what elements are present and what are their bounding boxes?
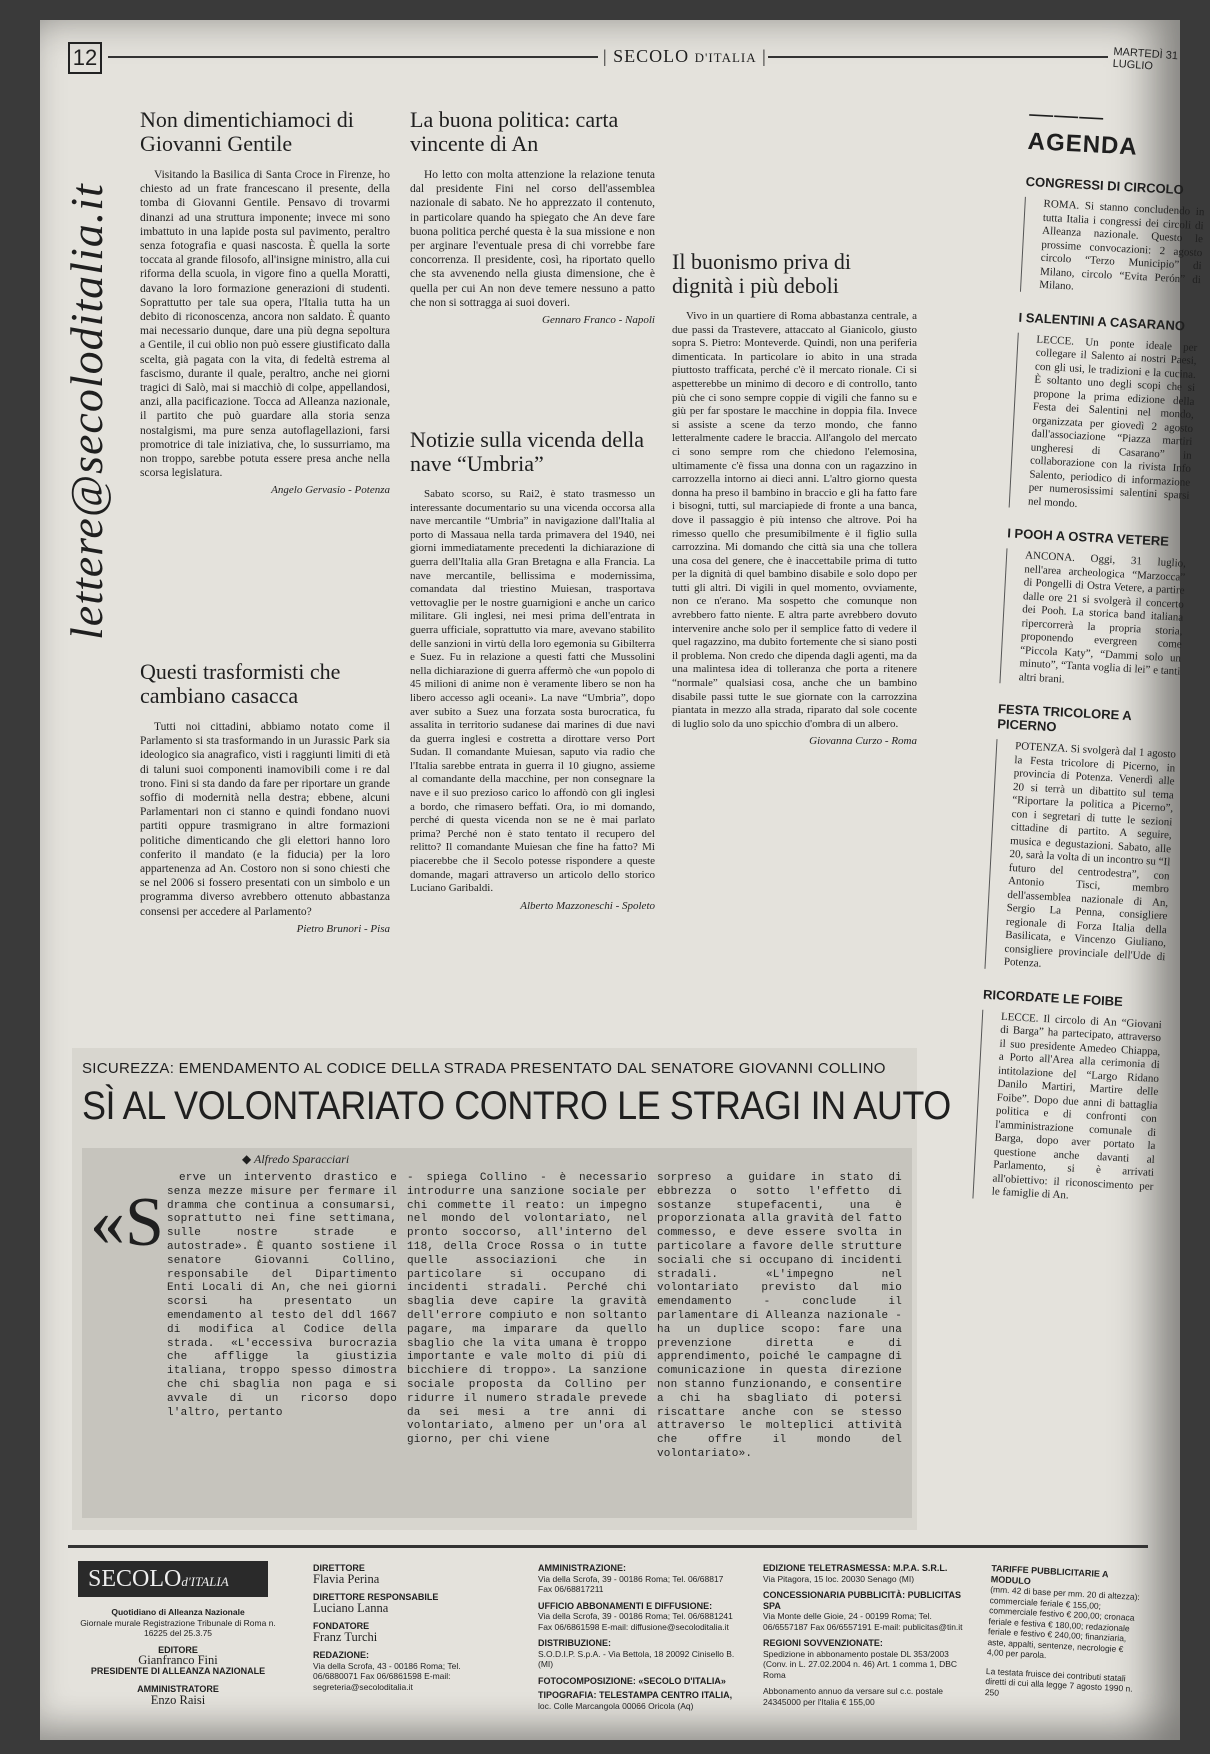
colophon (68, 1545, 1178, 1735)
footer-rule (68, 1545, 1148, 1548)
article-title: Questi trasformisti che cambiano casacca (140, 659, 341, 708)
footer-tariffe-label: TARIFFE PUBBLICITARIE A MODULO (990, 1563, 1109, 1586)
footer-fondatore-name: Franz Turchi (313, 1629, 378, 1644)
footer-dir-resp-name: Luciano Lanna (313, 1600, 389, 1615)
sicurezza-byline: ◆ Alfredo Sparacciari (242, 1152, 350, 1166)
page-header (68, 42, 1178, 72)
article-trasformisti (140, 660, 390, 935)
sicurezza-col-text: erve un intervento drastico e senza mezze misure per fermare il dramma che continua a consumarsi, soprattutto nei fine settimana, sulle nostre strade e autostrade». È quanto sostiene il senatore Giovanni Collino, responsabile del Dipartimento Enti Locali di An, che nei giorni scorsi ha presentato un emendamento al testo del ddl 1667 di modifica al Codice della strada. «L'eccessiva burocrazia che affligge la giustizia italiana, troppo spesso dimostra che chi sbaglia non paga e si avvale di un ricorso dopo l'altro, pertanto (167, 1172, 397, 1419)
agenda-item-heading: I SALENTINI A CASARANO (1018, 309, 1186, 333)
sicurezza-box (72, 1048, 951, 1530)
agenda-column (945, 100, 1210, 1727)
footer-direzione-block (313, 1563, 503, 1692)
agenda-item (999, 525, 1187, 692)
footer-editore-block (78, 1607, 278, 1705)
footer-redazione-label: REDAZIONE: (313, 1650, 369, 1660)
footer-regioni-label: REGIONI SOVVENZIONATE: (763, 1638, 883, 1648)
newspaper-page (40, 20, 1205, 1740)
logo-main: SECOLO (88, 1566, 182, 1592)
agenda-item-heading: FESTA TRICOLORE A PICERNO (996, 701, 1132, 735)
article-body: Tutti noi cittadini, abbiamo notato come il Parlamento si sta trasformando in un Jurassic Park sia ideologico sia anagrafico, visti i raggiunti limiti di età di taluni suoi componenti inamovibili come i re dal trono. Fini si sta dando da fare per riportare un grande soffio di modernità nella destra; ebbene, alcuni Parlamentari non ci stanno e quindi fondano nuovi partiti oppure trasmigrano in altre formazioni politiche dimenticando che gli elettori hanno loro conferito il mandato (e la fiducia) per la loro appartenenza ad An. Costoro non si sono chiesti che se nel 2006 si fossero presentati con un simbolo e un programma diverso avrebbero ottenuto abbastanza consensi per accedere al Parlamento? (140, 721, 390, 918)
article-signature: Alberto Mazzoneschi - Spoleto (520, 899, 655, 912)
footer-registrazione: Giornale murale Registrazione Tribunale di Roma n. 16225 del 25.3.75 (80, 1617, 276, 1638)
sicurezza-col-text: sorpreso a guidare in stato di ebbrezza o sotto l'effetto di sostanze stupefacenti, una è proporzionata alla gravità del fatto commesso, e deve essere svolta in particolare a favore delle strutture sociali che si occupano di incidenti stradali. «L'impegno nel volontariato previsto dal mio emendamento - conclude il parlamentare di Alleanza nazionale - ha un duplice scopo: fare una prevenzione diretta e di apprendimento, poiché le campagne di comunicazione in questa direzione non stanno funzionando, e consentire a chi ha sbagliato di potersi riscattare anche con se stesso attraverso le molteplici attività che offre il mondo del volontariato». (657, 1172, 902, 1460)
footer-tipografia-label: TIPOGRAFIA: TELESTAMPA CENTRO ITALIA, (538, 1690, 733, 1700)
footer-distrib-text: S.O.D.I.P. S.p.A. - Via Bettola, 18 20092 Cinisello B. (MI) (538, 1648, 735, 1669)
logo-sub: d'ITALIA (181, 1574, 229, 1589)
footer-ufficio-label: UFFICIO ABBONAMENTI E DIFFUSIONE: (538, 1600, 713, 1611)
article-body: Vivo in un quartiere di Roma abbastanza centrale, a due passi da Trastevere, attaccato al Gianicolo, giusto sopra S. Pietro: Monteverde. Quindi, non una periferia dimenticata. In particolare io abito in una strada piuttosto trafficata, perché c'è il mercato rionale. Ci si aspetterebbe un minimo di decoro e di controllo, tanto più che ci sono sempre coppie di vigili che fanno su e giù per far spostare le macchine in doppia fila. Invece si assiste a scene da terzo mondo, che fanno letteralmente cadere le braccia. All'angolo del mercato ci sono sempre rom che chiedono l'elemosina, ultimamente c'è fissa una donna con un ragazzino in carrozzella intorno ai dieci anni. L'altro giorno questa donna ha preso il bambino in braccio e gli ha fatto fare i bisogni, tutti, sul marciapiede di fronte a una banca, dove il passaggio è più intenso che altrove. Poi ha rimesso quello che presumibilmente è il figlio sulla carrozzina. Mi domando che città sia una che tollera una cosa del genere, che è inaccettabile prima di tutto per la dignità di quel bambino disabile e solo dopo per tutti gli altri. Di vigili in quel momento, ovviamente, non ce n'erano. Ma sospetto che comunque non avrebbero fatto niente. E altra parte avrebbero dovuto intervenire anche solo per il semplice fatto di vedere il quel ragazzino, ma dubito fortemente che si siano posti il problema. Non credo che dipenda dagli agenti, ma da una malintesa idea di tolleranza che porta a ritenere “normale” qualsiasi cosa, anche che un bambino disabile passi tutte le sue giornate con la carrozzina piantata in mezzo alla strada, riparato dal sole cocente di luglio solo da uno spicchio d'ombra di un albero. (672, 310, 917, 730)
agenda-item-text: LECCE. Un ponte ideale per collegare il Salento ai nostri Paesi, con gli usi, le tradizioni e la cucina. È soltanto uno degli scopi che si propone la prima edizione della Festa dei Salentini nel mondo, organizzata per giovedì 2 agosto dall'associazione “Piazza martiri ungheresi di Casarano” in collaborazione con la rivista Info Salento, periodico di informazione per numerosissimi salentini sparsi nel mondo. (1009, 332, 1198, 517)
article-title: Notizie sulla vicenda della nave “Umbria” (410, 427, 644, 476)
article-gentile (140, 108, 390, 496)
agenda-item (1020, 174, 1206, 301)
footer-editore-role: PRESIDENTE DI ALLEANZA NAZIONALE (90, 1665, 266, 1676)
header-rule-left (108, 56, 598, 58)
sicurezza-body (82, 1148, 912, 1518)
agenda-item-heading: RICORDATE LE FOIBE (982, 986, 1124, 1009)
footer-tariffe-block (985, 1563, 1142, 1705)
article-buona-politica (410, 108, 655, 326)
sicurezza-dropcap: «S (90, 1184, 164, 1261)
agenda-item-text: POTENZA. Si svolgerà dal 1 agosto la Festa tricolore di Picerno, in provincia di Potenza. Venerdì alle 20 si terrà un dibattito sul tema “Riportare la politica a Picerno”, con i segretari di tutte le sezioni cittadine di partito. A seguire, musica e degustazioni. Sabato, alle 20, sarà la volta di un incontro su “Il futuro del centrodestra”, con Antonio Tisci, membro dell'assemblea nazionale di An, Sergio La Penna, consigliere regionale di Forza Italia della Basilicata, e Vincenzo Giuliano, consigliere provinciale dell'Ude di Potenza. (984, 739, 1176, 978)
article-body: Ho letto con molta attenzione la relazione tenuta dal presidente Fini nel corso dell'assemblea nazionale di sabato. Ne ho apprezzato il contenuto, in particolare quando ha spiegato che An deve fare buona politica perché questa è la sua missione e non per arginare l'eventuale presa di chi vorrebbe fare concorrenza. Il presidente, così, ha riportato quello che sta avvenendo nella giusta dimensione, che è quella per cui An non deve temere nessuno a patto che non si sottragga ai suoi doveri. (410, 169, 655, 309)
footer-amministrazione-block (538, 1563, 738, 1711)
sicurezza-col-1 (167, 1172, 397, 1420)
footer-logo (78, 1561, 268, 1597)
sidebar-email[interactable]: lettere@secoloditalia.it (61, 183, 112, 640)
footer-amministratore-name: Enzo Raisi (150, 1692, 206, 1707)
article-signature: Giovanna Curzo - Roma (809, 735, 917, 748)
agenda-item-text: ROMA. Si stanno concludendo in tutta Italia i congressi dei circoli di Alleanza nazionale. Questo le prossime convocazioni: 2 agosto circolo “Terzo Municipio” di Milano, circolo “Evita Perón” di Milano. (1020, 197, 1205, 301)
footer-edizione-label: EDIZIONE TELETRASMESSA: M.P.A. S.R.L. (763, 1563, 948, 1573)
footer-fotocomp-label: FOTOCOMPOSIZIONE: «SECOLO D'ITALIA» (538, 1675, 726, 1686)
footer-tipografia-text: loc. Colle Marcangola 00066 Oricola (Aq) (538, 1700, 694, 1711)
footer-quotidiano: Quotidiano di Alleanza Nazionale (111, 1607, 245, 1617)
footer-edizione-block (763, 1563, 963, 1707)
footer-direttore-name: Flavia Perina (313, 1571, 380, 1586)
article-signature: Angelo Gervasio - Potenza (271, 484, 390, 497)
sicurezza-col-3 (657, 1172, 902, 1462)
masthead-main: SECOLO (613, 46, 690, 66)
footer-editore-label: EDITORE (158, 1644, 198, 1655)
sicurezza-col-text: - spiega Collino - è necessario introdurre una sanzione sociale per chi commette il reato: un impegno nel mondo del volontariato, nel pronto soccorso, all'interno del 118, della Croce Rossa o in tutte quelle associazioni che in particolare si occupano di incidenti stradali. Perché chi sbaglia deve capire la gravità dell'errore compiuto e non soltanto pagare, ma imparare da quello sbaglio che la vita umana è troppo importante e vale molto di più di bicchiere di troppo». La sanzione sociale proposta da Collino per ridurre il numero stradale prevede da sei mesi a tre anni di volontariato, almeno per un'ora al giorno, per chi viene (407, 1172, 647, 1447)
footer-tariffe-text: (mm. 42 di base per mm. 20 di altezza): commerciale feriale € 155,00; commerciale festivo € 200,00; cronaca feriale e festiva € 180,00; redazionale feriale e festivo € 240,00; finanziaria, aste, appalti, sentenze, necrologie € 4,00 per parola. (986, 1584, 1141, 1661)
page-number: 12 (68, 42, 102, 74)
agenda-item-heading: I POOH A OSTRA VETERE (1006, 525, 1170, 549)
article-title: Non dimentichiamoci di Giovanni Gentile (140, 107, 354, 156)
footer-edizione-text: Via Pitagora, 15 loc. 20030 Senago (MI) (763, 1573, 915, 1584)
agenda-title: ——— AGENDA (1027, 100, 1210, 165)
footer-fondatore-label: FONDATORE (313, 1621, 370, 1631)
agenda-item (972, 986, 1163, 1207)
footer-editore-name: Gianfranco Fini (138, 1653, 218, 1667)
footer-regioni-text: Spedizione in abbonamento postale DL 353/2003 (Conv. in L. 27.02.2004 n. 46) Art. 1 comma 1, DBC Roma (763, 1648, 958, 1680)
footer-ufficio-text: Via della Scrofa, 39 - 00186 Roma; Tel. 06/6881241 Fax 06/6861598 E-mail: diffusione@secoloditalia.it (538, 1611, 733, 1632)
article-umbria (410, 428, 655, 912)
article-body: Sabato scorso, su Rai2, è stato trasmesso un interessante documentario su una vicenda occorsa alla nave mercantile “Umbria” in navigazione dall'Italia al porto di Massaua nella tarda primavera del 1940, nei giorni immediatamente precedenti la dichiarazione di guerra dell'Italia alla Gran Bretagna e alla Francia. La nave mercantile, bellissima e modernissima, comandata dal triestino Muiesan, trasportava vettovaglie per le nostre guarnigioni e anche un carico militare. Gli inglesi, nei mesi prima dell'entrata in guerra ufficiale, soprattutto via mare, avevano stabilito delle sanzioni in virtù della loro egemonia su Gibilterra e Suez. Fu in relazione a questi fatti che Mussolini nella dichiarazione di guerra affermò che «un popolo di 45 milioni di anime non è veramente libero se non ha libero accesso agli oceani». La nave “Umbria”, dopo aver subito a Suez una forzata sosta burocratica, fu assalita in territorio sudanese dai marines di due navi da guerra inglesi e costretta a dirottare verso Port Sudan. Il comandante Muiesan, saputo via radio che l'Italia sarebbe entrata in guerra il 10 giugno, assieme al comandante della macchine, per non consegnare la nave e il suo prezioso carico lo affondò con gli inglesi a bordo, che rimasero beffati. Ora, io mi domando, perché di questa vicenda non se ne è mai parlato prima? Perché non è stato tentato il recupero del relitto? Il comandante Muiesan che fine ha fatto? Mi piacerebbe che il Secolo potesse rispondere a queste domande, magari attraverso un articolo dello storico Luciano Garibaldi. (410, 488, 655, 895)
sicurezza-title: SÌ AL VOLONTARIATO CONTRO LE STRAGI IN AUTO (82, 1084, 951, 1128)
footer-dir-resp-label: DIRETTORE RESPONSABILE (313, 1592, 439, 1602)
sicurezza-kicker: SICUREZZA: EMENDAMENTO AL CODICE DELLA STRADA PRESENTATO DAL SENATORE GIOVANNI COLLINO (82, 1060, 886, 1077)
footer-ammin-text: Via della Scrofa, 39 - 00186 Roma; Tel. 06/68817 Fax 06/68817211 (538, 1573, 724, 1594)
agenda-item (984, 701, 1178, 978)
agenda-item-heading: CONGRESSI DI CIRCOLO (1025, 173, 1185, 198)
footer-concessionaria-text: Via Monte delle Gioie, 24 - 00199 Roma; Tel. 06/6557187 Fax 06/6557191 E-mail: publicitas@tin.it (763, 1611, 963, 1632)
footer-redazione-text: Via della Scrofa, 43 - 00186 Roma; Tel. 06/6880071 Fax 06/6861598 E-mail: segreteria@secoloditalia.it (313, 1660, 461, 1692)
footer-abbonamento-text: Abbonamento annuo da versare sul c.c. postale 24345000 per l'Italia € 155,00 (763, 1686, 944, 1707)
footer-amministratore-label: AMMINISTRATORE (137, 1684, 219, 1694)
agenda-item-text: LECCE. Il circolo di An “Giovani di Barga” ha partecipato, attraverso il suo presidente Amedeo Chiappa, a Porto all'Area alla cerimonia di intitolazione del “Largo Ridano Danilo Martiri, Martire delle Foibe”. Dopo due anni di battaglia politica e di confronti con l'amministrazione comunale di Barga, dopo aver portato la questione anche davanti al Parlamento, si è arrivati all'obiettivo: il riconoscimento per le famiglie di An. (972, 1009, 1162, 1207)
masthead-sub: D'ITALIA (694, 50, 757, 65)
footer-distrib-label: DISTRIBUZIONE: (538, 1638, 611, 1648)
article-signature: Pietro Brunori - Pisa (296, 922, 390, 935)
agenda-item-text: ANCONA. Oggi, 31 luglio, nell'area archeologica “Marzocca” di Pongelli di Ostra Vetere, a partire dalle ore 21 si svolgerà il concerto dei Pooh. La storica band italiana ripercorrerà la propria storia, proponendo evergreen come “Piccola Katy”, “Dammi solo un minuto”, “Tanta voglia di lei” e tanti altri brani. (999, 548, 1186, 692)
footer-fiducia-text: La testata fruisce dei contributi statali diretti di cui alla legge 7 agosto 1990 n. 250 (984, 1665, 1133, 1698)
article-body: Visitando la Basilica di Santa Croce in Firenze, ho chiesto ad un frate francescano il presente, della tomba di Giovanni Gentile. Pensavo di trovarmi dinanzi ad una struttura imponente; invece mi sono imbattuto in una lapide posta sul pavimento, peraltro senza fotografia e quasi nascosta. È quella la sorte toccata al grande filosofo, all'insigne ministro, alla cui riforma della scuola, in vigore fino a quella Moratti, davano la loro formazione generazioni di studenti. Soprattutto per tale sua opera, l'Italia tutta ha un debito di riconoscenza, ancora non saldato. È quanto mai necessario dunque, dare una più degna sepoltura a Gentile, il cui oblio non può essere giustificato dalla scelta, già pagata con la vita, di fedeltà estrema al fascismo, durante il quale, peraltro, anche nei giorni tragici di Salò, mai si macchiò di colpe, appellandosi, anzi, alla pacificazione. Tocca ad Alleanza nazionale, il partito che può guardare alla storia senza nostalgismi, ma pure senza autoflagellazioni, farsi promotrice di tale iniziativa, che, lo sussurriamo, ma non troppo, sarebbe potuta essere presa anche nella scorsa legislatura. (140, 169, 390, 480)
article-title: Il buonismo priva di dignità i più deboli (672, 249, 852, 298)
header-date: MARTEDÌ 31 LUGLIO (1112, 45, 1179, 73)
sicurezza-col-2 (407, 1172, 647, 1448)
footer-direttore-label: DIRETTORE (313, 1563, 365, 1573)
agenda-item (1009, 309, 1199, 517)
article-title: La buona politica: carta vincente di An (410, 107, 619, 156)
footer-concessionaria-label: CONCESSIONARIA PUBBLICITÀ: PUBLICITAS SPA (763, 1590, 961, 1611)
footer-ammin-label: AMMINISTRAZIONE: (538, 1563, 626, 1573)
article-buonismo (672, 250, 917, 747)
header-masthead: | SECOLO D'ITALIA | (603, 46, 767, 66)
header-rule-right (768, 56, 1108, 58)
article-signature: Gennaro Franco - Napoli (542, 314, 655, 327)
